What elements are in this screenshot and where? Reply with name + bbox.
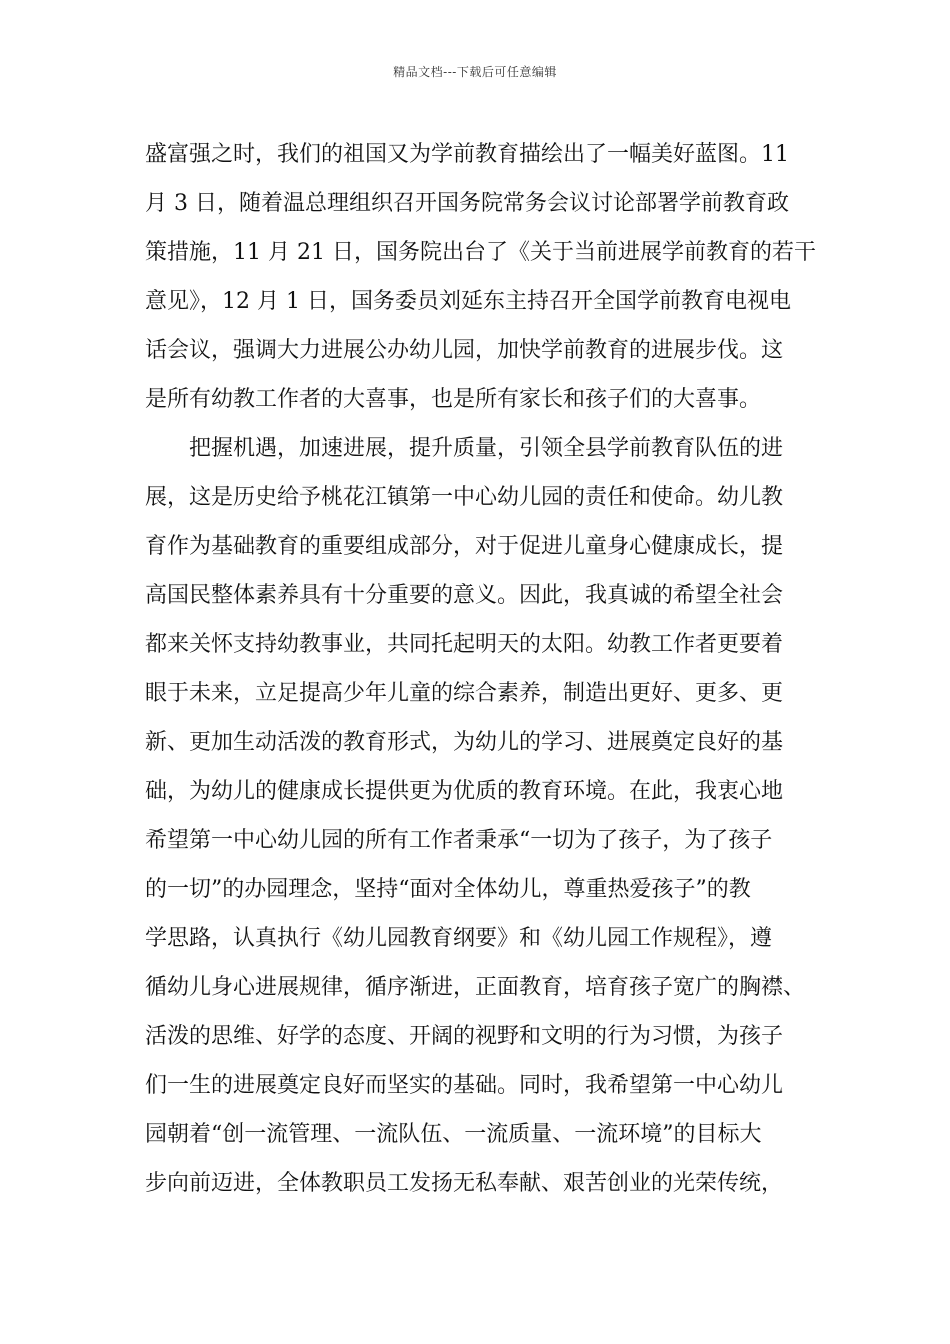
text-line: 都来关怀支持幼教事业，共同托起明天的太阳。幼教工作者更要着 [145,632,784,657]
text-line: 新、更加生动活泼的教育形式，为幼儿的学习、进展奠定良好的基 [145,730,784,755]
text-line: 的一切”的办园理念，坚持“面对全体幼儿，尊重热爱孩子”的教 [145,877,751,902]
text-line: 高国民整体素养具有十分重要的意义。因此，我真诚的希望全社会 [145,583,784,608]
text-line: 意见》，12 月 1 日，国务委员刘延东主持召开全国学前教育电视电 [145,289,791,314]
document-body [145,130,835,1208]
text-line: 盛富强之时，我们的祖国又为学前教育描绘出了一幅美好蓝图。11 [145,142,789,167]
text-line: 园朝着“创一流管理、一流队伍、一流质量、一流环境”的目标大 [145,1122,762,1147]
text-line: 循幼儿身心进展规律，循序渐进，正面教育，培育孩子宽广的胸襟、 [145,975,806,1000]
text-line: 步向前迈进，全体教职员工发扬无私奉献、艰苦创业的光荣传统， [145,1171,784,1196]
text-line: 月 3 日，随着温总理组织召开国务院常务会议讨论部署学前教育政 [145,191,789,216]
text-line: 把握机遇，加速进展，提升质量，引领全县学前教育队伍的进 [145,436,784,461]
text-line: 育作为基础教育的重要组成部分，对于促进儿童身心健康成长，提 [145,534,784,559]
text-line: 话会议，强调大力进展公办幼儿园，加快学前教育的进展步伐。这 [145,338,784,363]
text-line: 眼于未来，立足提高少年儿童的综合素养，制造出更好、更多、更 [145,681,784,706]
text-line: 希望第一中心幼儿园的所有工作者秉承“一切为了孩子，为了孩子 [145,828,773,853]
text-line: 学思路，认真执行《幼儿园教育纲要》和《幼儿园工作规程》，遵 [145,926,773,951]
text-line: 是所有幼教工作者的大喜事，也是所有家长和孩子们的大喜事。 [145,387,762,412]
text-line: 活泼的思维、好学的态度、开阔的视野和文明的行为习惯，为孩子 [145,1024,784,1049]
page-header: 精品文档---下载后可任意编辑 [393,65,557,79]
text-line: 展，这是历史给予桃花江镇第一中心幼儿园的责任和使命。幼儿教 [145,485,784,510]
text-line: 策措施，11 月 21 日，国务院出台了《关于当前进展学前教育的若干 [145,240,816,265]
text-line: 础，为幼儿的健康成长提供更为优质的教育环境。在此，我衷心地 [145,779,784,804]
text-line: 们一生的进展奠定良好而坚实的基础。同时，我希望第一中心幼儿 [145,1073,784,1098]
